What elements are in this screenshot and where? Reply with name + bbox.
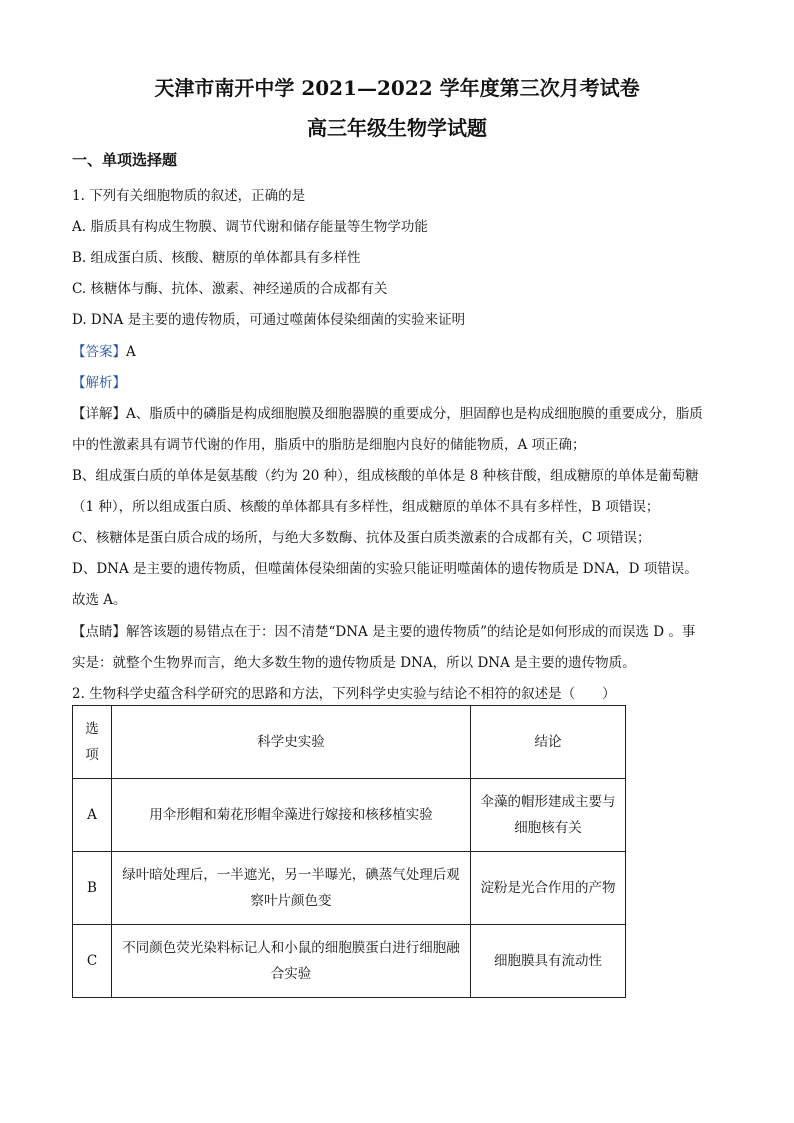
table-row (73, 779, 626, 852)
question-1-stem: 1. 下列有关细胞物质的叙述，正确的是 (72, 188, 306, 204)
row-experiment: 用伞形帽和菊花形帽伞藻进行嫁接和核移植实验 (112, 779, 471, 852)
question-1-option-b: B. 组成蛋白质、核酸、糖原的单体都具有多样性 (72, 250, 361, 266)
header-conclusion: 结论 (471, 706, 626, 779)
question-1-option-d: D. DNA 是主要的遗传物质，可通过噬菌体侵染细菌的实验来证明 (72, 312, 466, 328)
exam-title: 天津市南开中学 2021—2022 学年度第三次月考试卷 (154, 76, 640, 100)
detail-line-6: D、DNA 是主要的遗传物质，但噬菌体侵染细菌的实验只能证明噬菌体的遗传物质是 DNA，D 项错误。 (72, 561, 698, 577)
table-header-row (73, 706, 626, 779)
question-1-option-c: C. 核糖体与酶、抗体、激素、神经递质的合成都有关 (72, 281, 388, 297)
answer-tag: 【答案】 (72, 344, 126, 360)
comment-line-2: 实是：就整个生物界而言，绝大多数生物的遗传物质是 DNA，所以 DNA 是主要的遗传物质。 (72, 655, 636, 671)
table-row (73, 852, 626, 925)
answer-value: A (126, 344, 136, 360)
table-row (73, 925, 626, 998)
row-conclusion: 伞藻的帽形建成主要与细胞核有关 (471, 779, 626, 852)
row-option: B (73, 852, 112, 925)
experiment-table (72, 705, 626, 998)
section-heading: 一、单项选择题 (72, 151, 178, 169)
detail-line-7: 故选 A。 (72, 592, 127, 608)
row-conclusion: 细胞膜具有流动性 (471, 925, 626, 998)
detail-line-1 (72, 402, 703, 422)
question-1-option-a: A. 脂质具有构成生物膜、调节代谢和储存能量等生物学功能 (72, 219, 428, 235)
comment-line-1 (72, 620, 695, 640)
row-option: C (73, 925, 112, 998)
exam-subtitle: 高三年级生物学试题 (307, 116, 487, 140)
comment-tag: 【点睛】 (72, 624, 126, 640)
row-experiment: 不同颜色荧光染料标记人和小鼠的细胞膜蛋白进行细胞融合实验 (112, 925, 471, 998)
row-conclusion: 淀粉是光合作用的产物 (471, 852, 626, 925)
answer-line (72, 340, 136, 360)
row-option: A (73, 779, 112, 852)
header-experiment: 科学史实验 (112, 706, 471, 779)
comment-text: 解答该题的易错点在于：因不清楚“DNA 是主要的遗传物质”的结论是如何形成的而误选 D 。事 (126, 624, 696, 640)
question-2-stem: 2. 生物科学史蕴含科学研究的思路和方法，下列科学史实验与结论不相符的叙述是（ ） (72, 686, 616, 702)
detail-tag: 【详解】 (72, 406, 126, 422)
row-experiment: 绿叶暗处理后，一半遮光，另一半曝光，碘蒸气处理后观察叶片颜色变 (112, 852, 471, 925)
analysis-line (72, 371, 126, 391)
detail-line-5: C、核糖体是蛋白质合成的场所，与绝大多数酶、抗体及蛋白质类激素的合成都有关，C 项错误； (72, 530, 651, 546)
detail-line-2: 中的性激素具有调节代谢的作用，脂质中的脂肪是细胞内良好的储能物质，A 项正确； (72, 437, 586, 453)
header-option: 选项 (73, 706, 112, 779)
detail-line-4: （1 种），所以组成蛋白质、核酸的单体都具有多样性，组成糖原的单体不具有多样性，B 项错误； (72, 499, 660, 515)
detail-line-3: B、组成蛋白质的单体是氨基酸（约为 20 种），组成核酸的单体是 8 种核苷酸，组成糖原的单体是葡萄糖 (72, 468, 699, 484)
detail-text: A、脂质中的磷脂是构成细胞膜及细胞器膜的重要成分，胆固醇也是构成细胞膜的重要成分，脂质 (126, 406, 703, 422)
analysis-tag: 【解析】 (72, 375, 126, 391)
